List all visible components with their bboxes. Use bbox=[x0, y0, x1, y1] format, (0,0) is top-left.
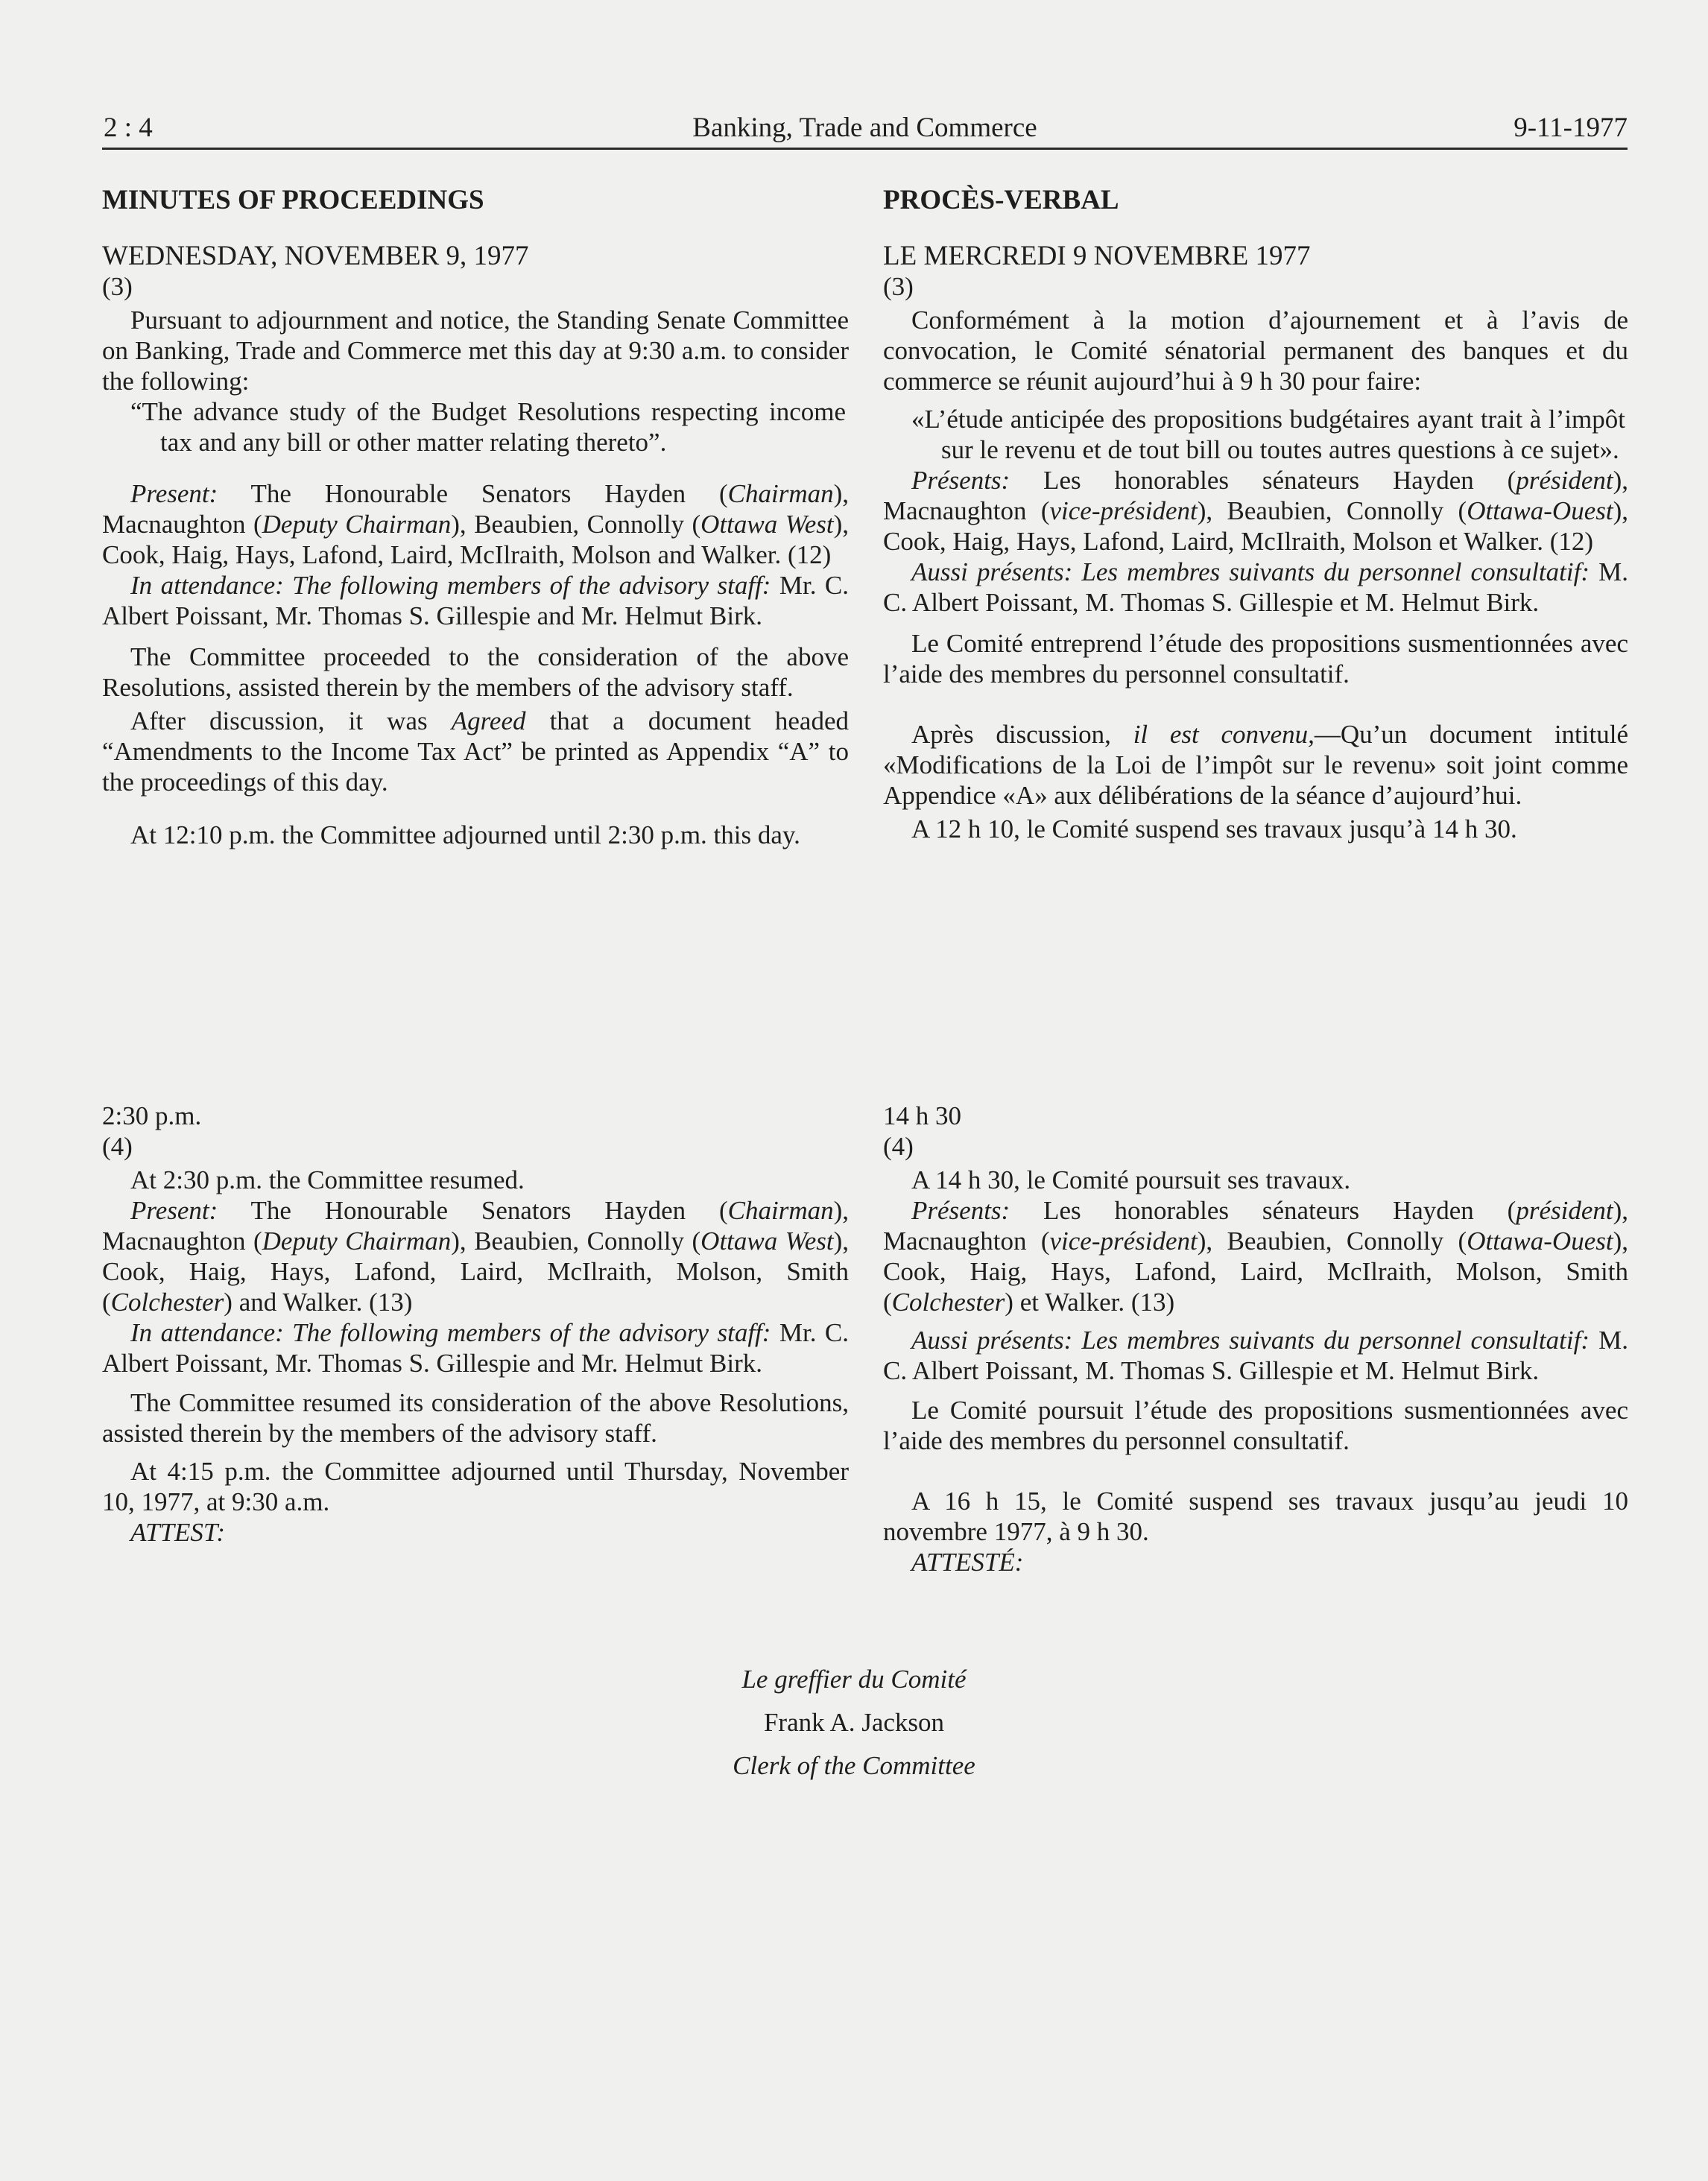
english-date: WEDNESDAY, NOVEMBER 9, 1977 bbox=[102, 241, 529, 271]
french-resumed-paragraph: A 14 h 30, le Comité poursuit ses travaux. bbox=[911, 1165, 1351, 1194]
french-afternoon-present-paragraph: Présents: Les honorables sénateurs Hayden (président), Macnaughton (vice-président), Beaubien, Connolly (Ottawa-Ouest), Cook, Haig, Hays, Lafond, Laird, McIlraith, Molson, Smith (Colchester) et Walker. (13) bbox=[883, 1196, 1628, 1317]
english-attest-label: ATTEST: bbox=[130, 1518, 226, 1547]
french-agreed-paragraph: Après discussion, il est convenu,—Qu’un document intitulé «Modifications de la Loi de l’impôt sur le revenu» soit joint comme Appendice «A» aux délibérations de la séance d’aujourd’hui. bbox=[883, 720, 1628, 810]
french-date: LE MERCREDI 9 NOVEMBRE 1977 bbox=[883, 241, 1311, 271]
french-title: PROCÈS-VERBAL bbox=[883, 185, 1119, 215]
english-afternoon-time: 2:30 p.m. bbox=[102, 1101, 202, 1130]
clerk-title: Clerk of the Committee bbox=[733, 1751, 975, 1780]
french-order-quote: «L’étude anticipée des propositions budgétaires ayant trait à l’impôt sur le revenu et de tout bill ou toutes autres questions à ce sujet». bbox=[911, 405, 1625, 464]
english-intro-paragraph: Pursuant to adjournment and notice, the Standing Senate Committee on Banking, Trade and Commerce met this day at 9:30 a.m. to consider the following: bbox=[102, 306, 849, 396]
english-column-morning bbox=[102, 185, 849, 850]
english-afternoon-adjourned-paragraph: At 4:15 p.m. the Committee adjourned until Thursday, November 10, 1977, at 9:30 a.m. bbox=[102, 1457, 849, 1516]
greffier-title: Le greffier du Comité bbox=[741, 1665, 967, 1694]
french-afternoon-consideration-paragraph: Le Comité poursuit l’étude des propositions susmentionnées avec l’aide des membres du personnel consultatif. bbox=[883, 1396, 1628, 1455]
french-afternoon-time: 14 h 30 bbox=[883, 1101, 961, 1130]
english-title: MINUTES OF PROCEEDINGS bbox=[102, 185, 484, 215]
english-column-afternoon bbox=[102, 1101, 849, 1548]
french-afternoon-attendance-paragraph: Aussi présents: Les membres suivants du personnel consultatif: M. C. Albert Poissant, M. Thomas S. Gillespie et M. Helmut Birk. bbox=[883, 1326, 1629, 1385]
english-afternoon-sitting-number: (4) bbox=[102, 1132, 133, 1161]
running-header bbox=[102, 107, 1628, 150]
french-intro-paragraph: Conformément à la motion d’ajournement et à l’avis de convocation, le Comité sénatorial permanent des banques et du commerce se réunit aujourd’hui à 9 h 30 pour faire: bbox=[883, 306, 1628, 396]
english-afternoon-attendance-paragraph: In attendance: The following members of the advisory staff: Mr. C. Albert Poissant, Mr. Thomas S. Gillespie and Mr. Helmut Birk. bbox=[102, 1318, 849, 1378]
french-afternoon-sitting-number: (4) bbox=[883, 1132, 914, 1161]
english-afternoon-present-paragraph: Present: The Honourable Senators Hayden (Chairman), Macnaughton (Deputy Chairman), Beaubien, Connolly (Ottawa West), Cook, Haig, Hays, Lafond, Laird, McIlraith, Molson, Smith (Colchester) and Walker. (13) bbox=[102, 1196, 850, 1317]
french-attest-label: ATTESTÉ: bbox=[911, 1548, 1024, 1577]
english-agreed-paragraph: After discussion, it was Agreed that a document headed “Amendments to the Income Tax Act” be printed as Appendix “A” to the proceedings of this day. bbox=[102, 706, 849, 797]
french-adjourned-paragraph: A 12 h 10, le Comité suspend ses travaux jusqu’à 14 h 30. bbox=[911, 814, 1517, 843]
french-attendance-paragraph: Aussi présents: Les membres suivants du personnel consultatif: M. C. Albert Poissant, M. Thomas S. Gillespie et M. Helmut Birk. bbox=[883, 557, 1629, 617]
header-date: 9-11-1977 bbox=[1514, 113, 1628, 143]
french-proceeded-paragraph: Le Comité entreprend l’étude des propositions susmentionnées avec l’aide des membres du personnel consultatif. bbox=[883, 629, 1628, 689]
english-afternoon-consideration-paragraph: The Committee resumed its consideration of the above Resolutions, assisted therein by the members of the advisory staff. bbox=[102, 1388, 849, 1448]
english-proceeded-paragraph: The Committee proceeded to the consideration of the above Resolutions, assisted therein by the members of the advisory staff. bbox=[102, 642, 849, 702]
french-column-afternoon bbox=[883, 1101, 1628, 1577]
french-column-morning bbox=[883, 185, 1628, 844]
clerk-name: Frank A. Jackson bbox=[763, 1708, 945, 1737]
english-order-quote: “The advance study of the Budget Resolutions respecting income tax and any bill or other matter relating thereto”. bbox=[130, 397, 846, 457]
english-adjourned-paragraph: At 12:10 p.m. the Committee adjourned until 2:30 p.m. this day. bbox=[130, 820, 800, 849]
english-present-paragraph: Present: The Honourable Senators Hayden (Chairman), Macnaughton (Deputy Chairman), Beaubien, Connolly (Ottawa West), Cook, Haig, Hays, Lafond, Laird, McIlraith, Molson and Walker. (12) bbox=[102, 479, 850, 569]
french-present-paragraph: Présents: Les honorables sénateurs Hayden (président), Macnaughton (vice-président), Beaubien, Connolly (Ottawa-Ouest), Cook, Haig, Hays, Lafond, Laird, McIlraith, Molson et Walker. (12) bbox=[883, 466, 1628, 556]
english-sitting-number: (3) bbox=[102, 272, 133, 301]
english-attendance-paragraph: In attendance: The following members of the advisory staff: Mr. C. Albert Poissant, Mr. Thomas S. Gillespie and Mr. Helmut Birk. bbox=[102, 571, 849, 630]
french-afternoon-adjourned-paragraph: A 16 h 15, le Comité suspend ses travaux jusqu’au jeudi 10 novembre 1977, à 9 h 30. bbox=[883, 1487, 1628, 1546]
english-resumed-paragraph: At 2:30 p.m. the Committee resumed. bbox=[130, 1165, 525, 1194]
french-sitting-number: (3) bbox=[883, 272, 914, 301]
page-number: 2 : 4 bbox=[104, 113, 153, 143]
header-committee-name: Banking, Trade and Commerce bbox=[692, 113, 1037, 143]
signature-block bbox=[0, 1658, 1708, 1788]
